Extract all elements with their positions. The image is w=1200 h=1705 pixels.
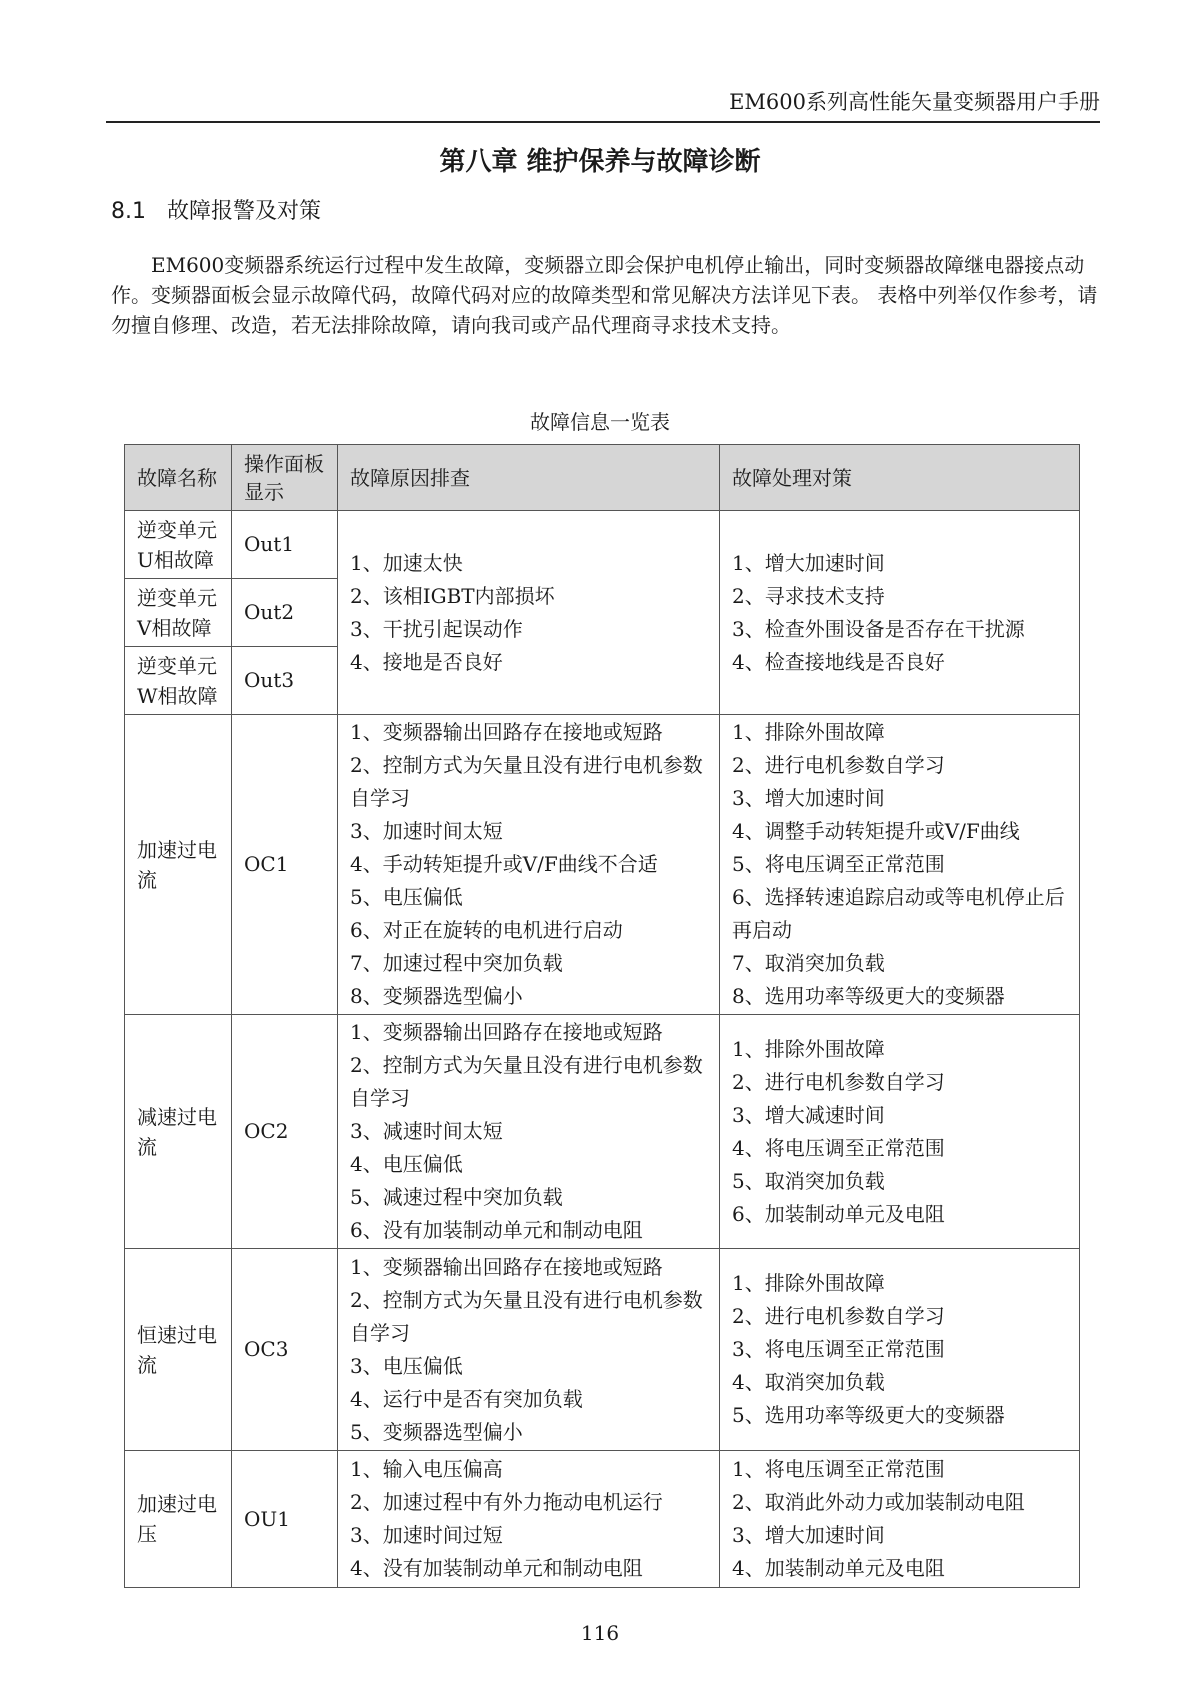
table-caption: 故障信息一览表 xyxy=(530,410,670,434)
cause-cell xyxy=(338,1249,720,1451)
solution-item: 3、增大加速时间 xyxy=(732,1523,885,1547)
table-row xyxy=(125,1451,1080,1588)
cause-item: 4、电压偏低 xyxy=(350,1152,463,1176)
solution-item: 2、取消此外动力或加装制动电阻 xyxy=(732,1490,1025,1514)
cause-item: 4、运行中是否有突加负载 xyxy=(350,1386,583,1411)
solution-cell xyxy=(720,511,1080,715)
fault-code-cell: OC2 xyxy=(232,1015,338,1249)
fault-name-cell: 加速过电流 xyxy=(125,715,232,1015)
solution-item: 1、将电压调至正常范围 xyxy=(732,1457,945,1481)
header-title: EM600系列高性能矢量变频器用户手册 xyxy=(729,90,1100,114)
cause-item: 4、接地是否良好 xyxy=(350,649,503,674)
solution-item: 2、寻求技术支持 xyxy=(732,583,885,608)
solution-item: 5、将电压调至正常范围 xyxy=(732,852,945,876)
solution-item: 4、加装制动单元及电阻 xyxy=(732,1556,945,1580)
cause-cell xyxy=(338,1451,720,1588)
solution-item: 4、检查接地线是否良好 xyxy=(732,649,945,674)
cause-cell xyxy=(338,511,720,715)
intro-paragraph: EM600变频器系统运行过程中发生故障，变频器立即会保护电机停止输出，同时变频器故障继电器接点动作。变频器面板会显示故障代码，故障代码对应的故障类型和常见解决方法详见下表。 表格中列举仅作参考，请勿擅自修理、改造，若无法排除故障，请向我司或产品代理商寻求技术支持。 xyxy=(111,253,1098,337)
table-row xyxy=(125,715,1080,1015)
section-number: 8.1 xyxy=(111,199,146,224)
fault-code-cell: OC1 xyxy=(232,715,338,1015)
column-header-fault-name: 故障名称 xyxy=(125,445,232,511)
solution-item: 3、检查外围设备是否存在干扰源 xyxy=(732,616,1025,641)
cause-item: 4、手动转矩提升或V/F曲线不合适 xyxy=(350,852,658,876)
solution-item: 8、选用功率等级更大的变频器 xyxy=(732,984,1005,1008)
cause-item: 3、加速时间太短 xyxy=(350,819,503,843)
column-header-cause: 故障原因排查 xyxy=(338,445,720,511)
solution-item: 1、排除外围故障 xyxy=(732,1036,885,1061)
page-number: 116 xyxy=(580,1621,620,1645)
solution-item: 7、取消突加负载 xyxy=(732,951,885,975)
solution-item: 3、增大减速时间 xyxy=(732,1102,885,1127)
solution-item: 1、排除外围故障 xyxy=(732,1271,885,1295)
table-row xyxy=(125,511,1080,579)
cause-item: 2、该相IGBT内部损坏 xyxy=(350,583,555,608)
fault-name-cell: 逆变单元V相故障 xyxy=(125,579,232,647)
solution-item: 1、增大加速时间 xyxy=(732,550,885,575)
solution-item: 3、将电压调至正常范围 xyxy=(732,1337,945,1361)
cause-item: 1、输入电压偏高 xyxy=(350,1457,503,1481)
solution-item: 2、进行电机参数自学习 xyxy=(732,1069,945,1094)
solution-item: 6、选择转速追踪启动或等电机停止后再启动 xyxy=(732,885,1065,942)
solution-cell xyxy=(720,1451,1080,1588)
column-header-panel-display: 操作面板显示 xyxy=(232,445,338,511)
solution-item: 6、加装制动单元及电阻 xyxy=(732,1201,945,1226)
fault-name-cell: 加速过电压 xyxy=(125,1451,232,1588)
column-header-solution: 故障处理对策 xyxy=(720,445,1080,511)
solution-item: 4、调整手动转矩提升或V/F曲线 xyxy=(732,819,1020,843)
fault-code-cell: Out3 xyxy=(232,647,338,715)
header-rule xyxy=(106,121,1100,123)
cause-item: 1、变频器输出回路存在接地或短路 xyxy=(350,720,663,744)
solution-item: 5、选用功率等级更大的变频器 xyxy=(732,1403,1005,1427)
solution-item: 2、进行电机参数自学习 xyxy=(732,753,945,777)
fault-code-cell: Out1 xyxy=(232,511,338,579)
cause-item: 1、变频器输出回路存在接地或短路 xyxy=(350,1254,663,1279)
table-row xyxy=(125,1249,1080,1451)
solution-item: 4、取消突加负载 xyxy=(732,1370,885,1394)
solution-item: 1、排除外围故障 xyxy=(732,720,885,744)
cause-item: 3、减速时间太短 xyxy=(350,1119,503,1143)
solution-cell xyxy=(720,715,1080,1015)
fault-name-cell: 逆变单元W相故障 xyxy=(125,647,232,715)
cause-item: 8、变频器选型偏小 xyxy=(350,984,523,1008)
cause-cell xyxy=(338,1015,720,1249)
fault-code-cell: OC3 xyxy=(232,1249,338,1451)
cause-item: 5、电压偏低 xyxy=(350,885,463,909)
fault-name-cell: 恒速过电流 xyxy=(125,1249,232,1451)
cause-item: 5、变频器选型偏小 xyxy=(350,1419,523,1444)
cause-item: 4、没有加装制动单元和制动电阻 xyxy=(350,1556,643,1580)
solution-cell xyxy=(720,1015,1080,1249)
solution-item: 5、取消突加负载 xyxy=(732,1168,885,1193)
cause-cell xyxy=(338,715,720,1015)
cause-item: 1、加速太快 xyxy=(350,550,463,575)
fault-code-cell: OU1 xyxy=(232,1451,338,1588)
table-header-row xyxy=(125,445,1080,511)
chapter-title: 第八章 维护保养与故障诊断 xyxy=(439,147,761,177)
cause-item: 2、控制方式为矢量且没有进行电机参数自学习 xyxy=(350,753,703,810)
cause-item: 2、控制方式为矢量且没有进行电机参数自学习 xyxy=(350,1053,703,1110)
cause-item: 1、变频器输出回路存在接地或短路 xyxy=(350,1020,663,1044)
cause-item: 2、加速过程中有外力拖动电机运行 xyxy=(350,1490,663,1514)
cause-item: 5、减速过程中突加负载 xyxy=(350,1185,563,1209)
fault-name-cell: 减速过电流 xyxy=(125,1015,232,1249)
cause-item: 7、加速过程中突加负载 xyxy=(350,951,563,975)
fault-name-cell: 逆变单元U相故障 xyxy=(125,511,232,579)
fault-table xyxy=(124,444,1080,1588)
cause-item: 3、电压偏低 xyxy=(350,1353,463,1378)
section-heading xyxy=(111,198,321,226)
solution-item: 3、增大加速时间 xyxy=(732,786,885,810)
solution-cell xyxy=(720,1249,1080,1451)
table-row xyxy=(125,1015,1080,1249)
fault-code-cell: Out2 xyxy=(232,579,338,647)
cause-item: 2、控制方式为矢量且没有进行电机参数自学习 xyxy=(350,1287,703,1345)
cause-item: 6、对正在旋转的电机进行启动 xyxy=(350,918,623,942)
solution-item: 4、将电压调至正常范围 xyxy=(732,1135,945,1160)
cause-item: 3、干扰引起误动作 xyxy=(350,616,523,641)
solution-item: 2、进行电机参数自学习 xyxy=(732,1304,945,1328)
section-title: 故障报警及对策 xyxy=(167,199,322,224)
cause-item: 6、没有加装制动单元和制动电阻 xyxy=(350,1218,643,1242)
cause-item: 3、加速时间过短 xyxy=(350,1523,503,1547)
